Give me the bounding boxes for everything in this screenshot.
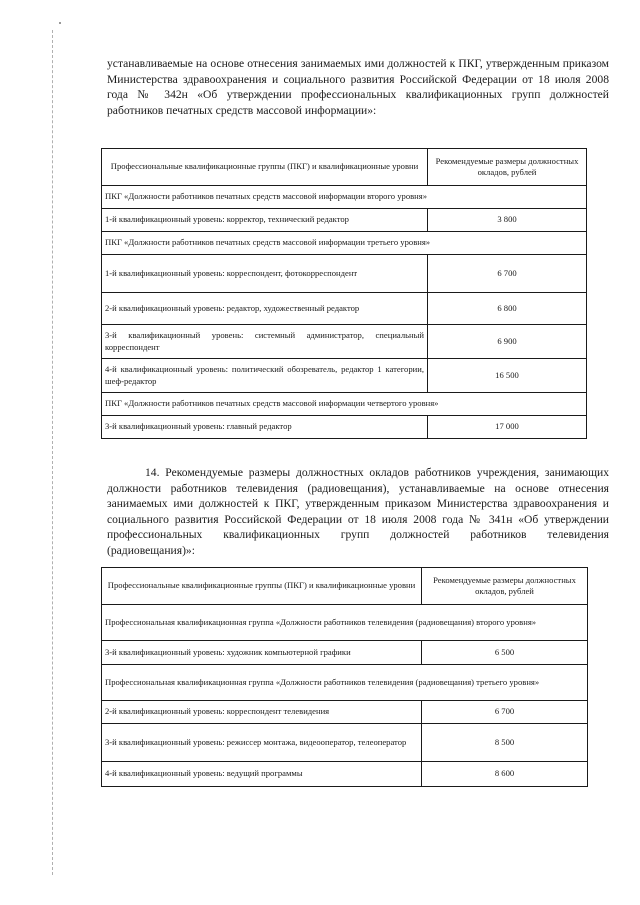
table-level-cell: 3-й квалификационный уровень: режиссер монтажа, видеооператор, телеоператор xyxy=(102,724,422,762)
table-salary-cell: 8 600 xyxy=(422,762,588,787)
paragraph-pkg-print-media: устанавливаемые на основе отнесения занимаемых ими должностей к ПКГ, утвержденным приказом Министерства здравоохранения и социального развития Российской Федерации от 18 июля 2008 года № 342н «Об утверждении профессиональных квалификационных групп должностей работников печатных средств массовой информации»: xyxy=(107,57,609,117)
table-group-row: ПКГ «Должности работников печатных средств массовой информации третьего уровня» xyxy=(102,232,587,255)
table-header-groups: Профессиональные квалификационные группы (ПКГ) и квалификационные уровни xyxy=(102,149,428,186)
table-salary-cell: 8 500 xyxy=(422,724,588,762)
table-salary-cell: 3 800 xyxy=(428,209,587,232)
table-group-row: Профессиональная квалификационная группа «Должности работников телевидения (радиовещания) второго уровня» xyxy=(102,605,588,641)
table-level-cell: 3-й квалификационный уровень: главный редактор xyxy=(102,416,428,439)
table-level-cell: 4-й квалификационный уровень: ведущий программы xyxy=(102,762,422,787)
table-salary-cell: 6 700 xyxy=(428,255,587,293)
salary-table-print-media xyxy=(101,148,587,439)
table-group-row: ПКГ «Должности работников печатных средств массовой информации второго уровня» xyxy=(102,186,587,209)
table-salary-cell: 6 900 xyxy=(428,325,587,359)
table-level-cell: 1-й квалификационный уровень: корректор, технический редактор xyxy=(102,209,428,232)
table-salary-cell: 6 500 xyxy=(422,641,588,665)
table-header-salary: Рекомендуемые размеры должностных окладов, рублей xyxy=(428,149,587,186)
table-salary-cell: 16 500 xyxy=(428,359,587,393)
table-level-cell: 2-й квалификационный уровень: корреспондент телевидения xyxy=(102,701,422,724)
paragraph-14-television: 14. Рекомендуемые размеры должностных окладов работников учреждения, занимающих должности работников телевидения (радиовещания), устанавливаемые на основе отнесения занимаемых ими должностей к ПКГ, утвержденным приказом Министерства здравоохранения и социального развития Российской Федерации от 18 июля 2008 года № 341н «Об утверждении профессиональных квалификационных групп должностей работников телевидения (радиовещания)»: xyxy=(107,466,609,557)
table-salary-cell: 17 000 xyxy=(428,416,587,439)
table-level-cell: 2-й квалификационный уровень: редактор, художественный редактор xyxy=(102,293,428,325)
table-group-row: ПКГ «Должности работников печатных средств массовой информации четвертого уровня» xyxy=(102,393,587,416)
table-level-cell: 1-й квалификационный уровень: корреспондент, фотокорреспондент xyxy=(102,255,428,293)
table-header-salary: Рекомендуемые размеры должностных окладов, рублей xyxy=(422,568,588,605)
scan-speck xyxy=(59,22,61,24)
table-level-cell: 3-й квалификационный уровень: художник компьютерной графики xyxy=(102,641,422,665)
table-level-cell: 3-й квалификационный уровень: системный администратор, специальный корреспондент xyxy=(102,325,428,359)
binding-margin-rule xyxy=(52,30,53,875)
table-salary-cell: 6 800 xyxy=(428,293,587,325)
table-salary-cell: 6 700 xyxy=(422,701,588,724)
table-level-cell: 4-й квалификационный уровень: политический обозреватель, редактор 1 категории, шеф-редактор xyxy=(102,359,428,393)
table-header-groups: Профессиональные квалификационные группы (ПКГ) и квалификационные уровни xyxy=(102,568,422,605)
table-group-row: Профессиональная квалификационная группа «Должности работников телевидения (радиовещания) третьего уровня» xyxy=(102,665,588,701)
salary-table-television xyxy=(101,567,588,787)
